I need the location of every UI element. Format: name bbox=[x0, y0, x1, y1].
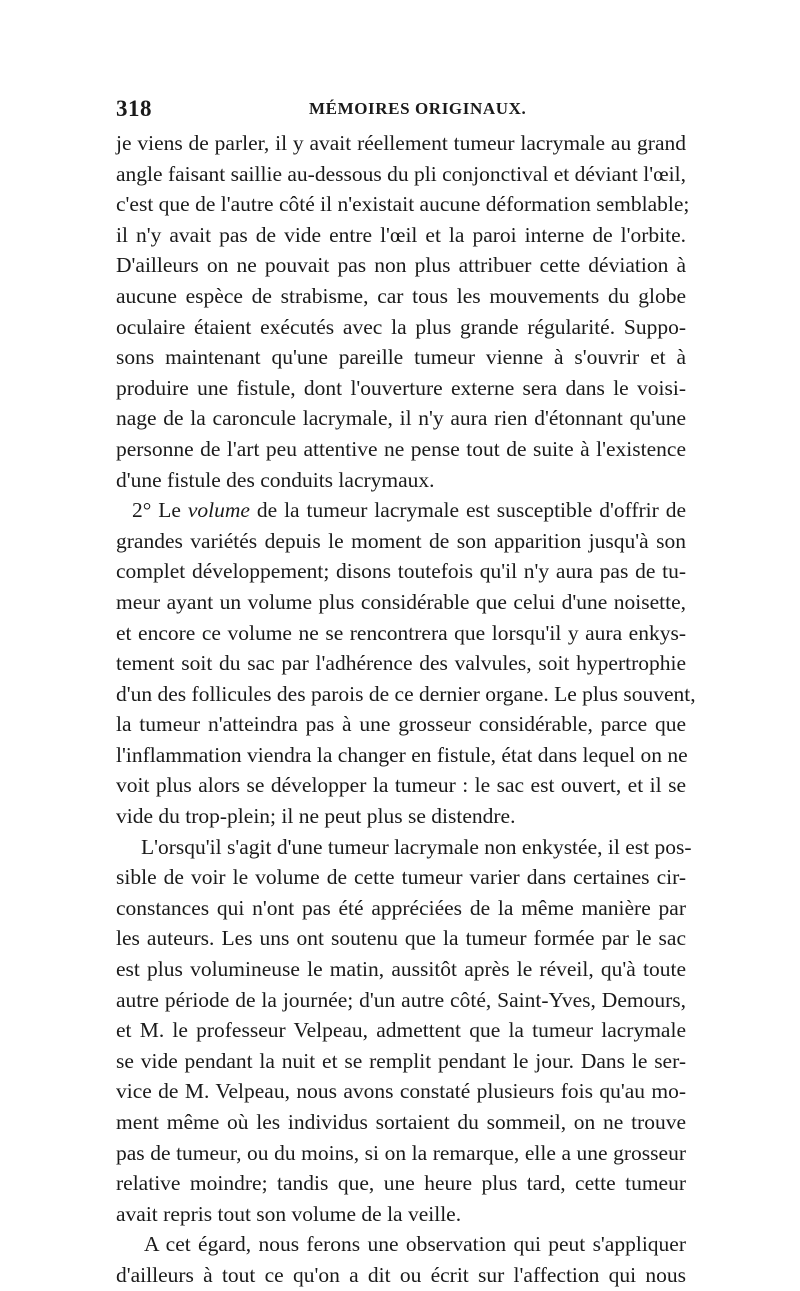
text-line: nage de la caroncule lacrymale, il n'y aura rien d'étonnant qu'une bbox=[116, 406, 686, 431]
paragraph-start-line: A cet égard, nous ferons une observation qui peut s'appliquer bbox=[144, 1232, 686, 1257]
text-line: D'ailleurs on ne pouvait pas non plus attribuer cette déviation à bbox=[116, 253, 686, 278]
emphasized-word: volume bbox=[187, 498, 250, 523]
text-line: sible de voir le volume de cette tumeur varier dans certaines cir- bbox=[116, 865, 686, 890]
text-line: se vide pendant la nuit et se remplit pendant le jour. Dans le ser- bbox=[116, 1048, 686, 1073]
text-line: d'ailleurs à tout ce qu'on a dit ou écrit sur l'affection qui nous bbox=[116, 1262, 686, 1287]
text-line: oculaire étaient exécutés avec la plus grande régularité. Suppo- bbox=[116, 314, 686, 339]
running-head bbox=[116, 96, 686, 130]
text-line: la tumeur n'atteindra pas à une grosseur considérable, parce que bbox=[116, 712, 686, 737]
text-line: d'un des follicules des parois de ce dernier organe. Le plus souvent, bbox=[116, 681, 696, 706]
paragraph-start-line: L'orsqu'il s'agit d'une tumeur lacrymale non enkystée, il est pos- bbox=[141, 834, 692, 859]
text-line: constances qui n'ont pas été appréciées de la même manière par bbox=[116, 895, 686, 920]
text-line: complet développement; disons toutefois qu'il n'y aura pas de tu- bbox=[116, 559, 686, 584]
text-line: ment même où les individus sortaient du sommeil, on ne trouve bbox=[116, 1110, 686, 1134]
text-line: vice de M. Velpeau, nous avons constaté plusieurs fois qu'au mo- bbox=[116, 1079, 686, 1104]
text-line: d'une fistule des conduits lacrymaux. bbox=[116, 467, 435, 492]
text-line: l'inflammation viendra la changer en fistule, état dans lequel on ne bbox=[116, 742, 688, 767]
text-line: relative moindre; tandis que, une heure plus tard, cette tumeur bbox=[116, 1171, 686, 1196]
text-line: grandes variétés depuis le moment de son apparition jusqu'à son bbox=[116, 528, 686, 553]
text-line: aucune espèce de strabisme, car tous les mouvements du globe bbox=[116, 283, 686, 308]
text-line: tement soit du sac par l'adhérence des valvules, soit hypertrophie bbox=[116, 651, 686, 676]
text-line: autre période de la journée; d'un autre côté, Saint-Yves, Demours, bbox=[116, 987, 686, 1012]
text-line: avait repris tout son volume de la veille. bbox=[116, 1201, 462, 1226]
text-line: personne de l'art peu attentive ne pense tout de suite à l'existence bbox=[116, 436, 686, 461]
running-title: MÉMOIRES ORIGINAUX. bbox=[309, 99, 527, 118]
text-line: c'est que de l'autre côté il n'existait aucune déformation semblable; bbox=[116, 192, 690, 217]
text-line: pas de tumeur, ou du moins, si on la remarque, elle a une grosseur bbox=[116, 1140, 686, 1165]
text-line: il n'y avait pas de vide entre l'œil et la paroi interne de l'orbite. bbox=[116, 222, 686, 247]
text-line: vide du trop-plein; il ne peut plus se distendre. bbox=[116, 804, 516, 829]
text-line: produire une fistule, dont l'ouverture externe sera dans le voisi- bbox=[116, 375, 686, 400]
text-line: est plus volumineuse le matin, aussitôt après le réveil, qu'à toute bbox=[116, 957, 686, 982]
body-text bbox=[116, 128, 696, 1291]
text-line: les auteurs. Les uns ont soutenu que la tumeur formée par le sac bbox=[116, 926, 686, 951]
text-line: je viens de parler, il y avait réellement tumeur lacrymale au grand bbox=[116, 131, 686, 155]
text-line: sons maintenant qu'une pareille tumeur vienne à s'ouvrir et à bbox=[116, 345, 686, 370]
text-line: et encore ce volume ne se rencontrera que lorsqu'il y aura enkys- bbox=[116, 620, 686, 645]
page-number: 318 bbox=[116, 96, 152, 121]
text-line: angle faisant saillie au-dessous du pli conjonctival et déviant l'œil, bbox=[116, 161, 686, 186]
text-line: et M. le professeur Velpeau, admettent que la tumeur lacrymale bbox=[116, 1018, 686, 1043]
text-line: voit plus alors se développer la tumeur : le sac est ouvert, et il se bbox=[116, 773, 686, 798]
paragraph-start-line: 2° Le volume de la tumeur lacrymale est susceptible d'offrir de bbox=[132, 498, 687, 523]
text-line: meur ayant un volume plus considérable que celui d'une noisette, bbox=[116, 589, 686, 614]
